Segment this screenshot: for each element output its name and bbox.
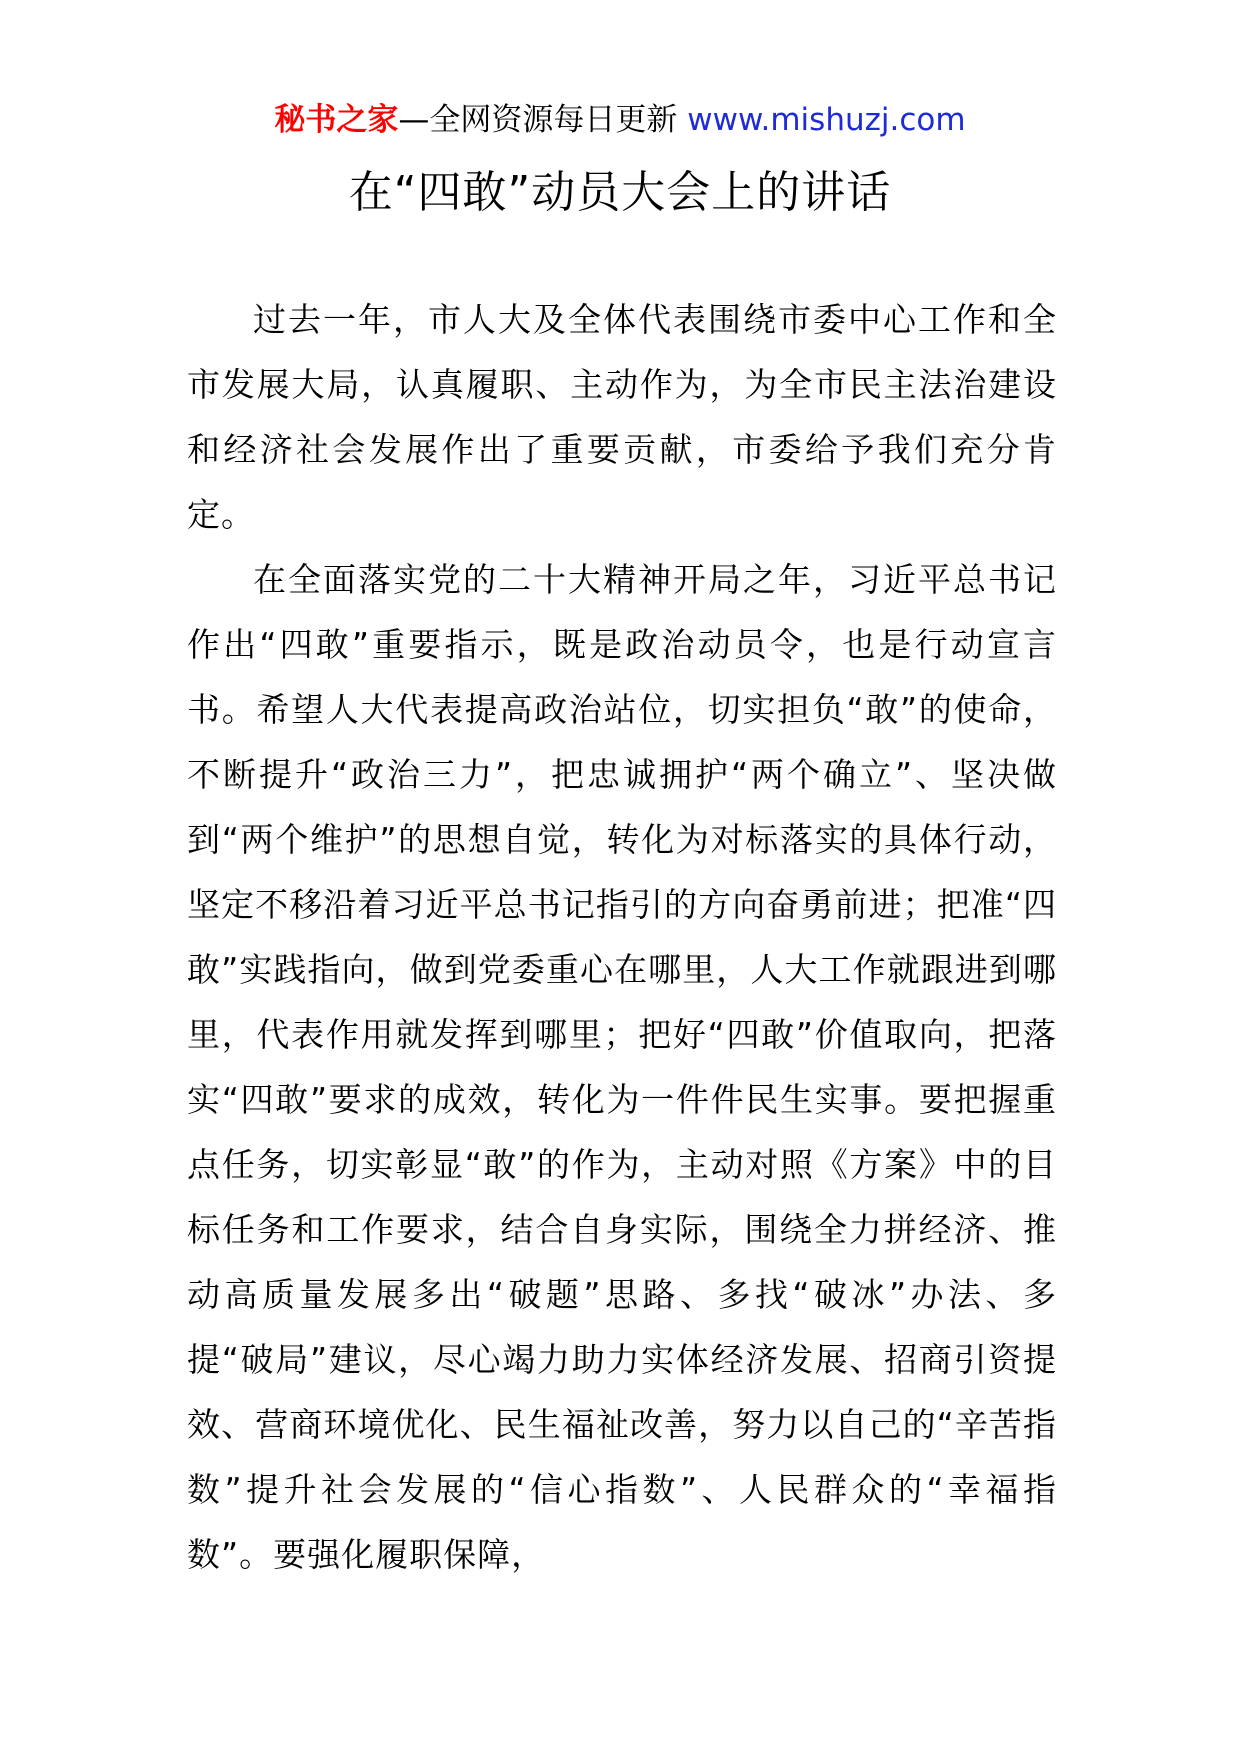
site-url-link[interactable]: www.mishuzj.com [687, 102, 966, 138]
site-slogan: —全网资源每日更新 [398, 102, 688, 138]
document-title: 在“四敢”动员大会上的讲话 [348, 167, 892, 218]
paragraph: 过去一年，市人大及全体代表围绕市委中心工作和全市发展大局，认真履职、主动作为，为全市民主法治建设和经济社会发展作出了重要贡献，市委给予我们充分肯定。 [187, 300, 1057, 534]
site-header [0, 100, 1240, 140]
site-brand: 秘书之家 [274, 102, 399, 138]
document-body [187, 287, 1057, 1587]
paragraph: 在全面落实党的二十大精神开局之年，习近平总书记作出“四敢”重要指示，既是政治动员令，也是行动宣言书。希望人大代表提高政治站位，切实担负“敢”的使命，不断提升“政治三力”，把忠诚拥护“两个确立”、坚决做到“两个维护”的思想自觉，转化为对标落实的具体行动，坚定不移沿着习近平总书记指引的方向奋勇前进；把准“四敢”实践指向，做到党委重心在哪里，人大工作就跟进到哪里，代表作用就发挥到哪里；把好“四敢”价值取向，把落实“四敢”要求的成效，转化为一件件民生实事。要把握重点任务，切实彰显“敢”的作为，主动对照《方案》中的目标任务和工作要求，结合自身实际，围绕全力拼经济、推动高质量发展多出“破题”思路、多找“破冰”办法、多提“破局”建议，尽心竭力助力实体经济发展、招商引资提效、营商环境优化、民生福祉改善，努力以自己的“辛苦指数”提升社会发展的“信心指数”、人民群众的“幸福指数”。要强化履职保障， [187, 560, 1057, 1574]
